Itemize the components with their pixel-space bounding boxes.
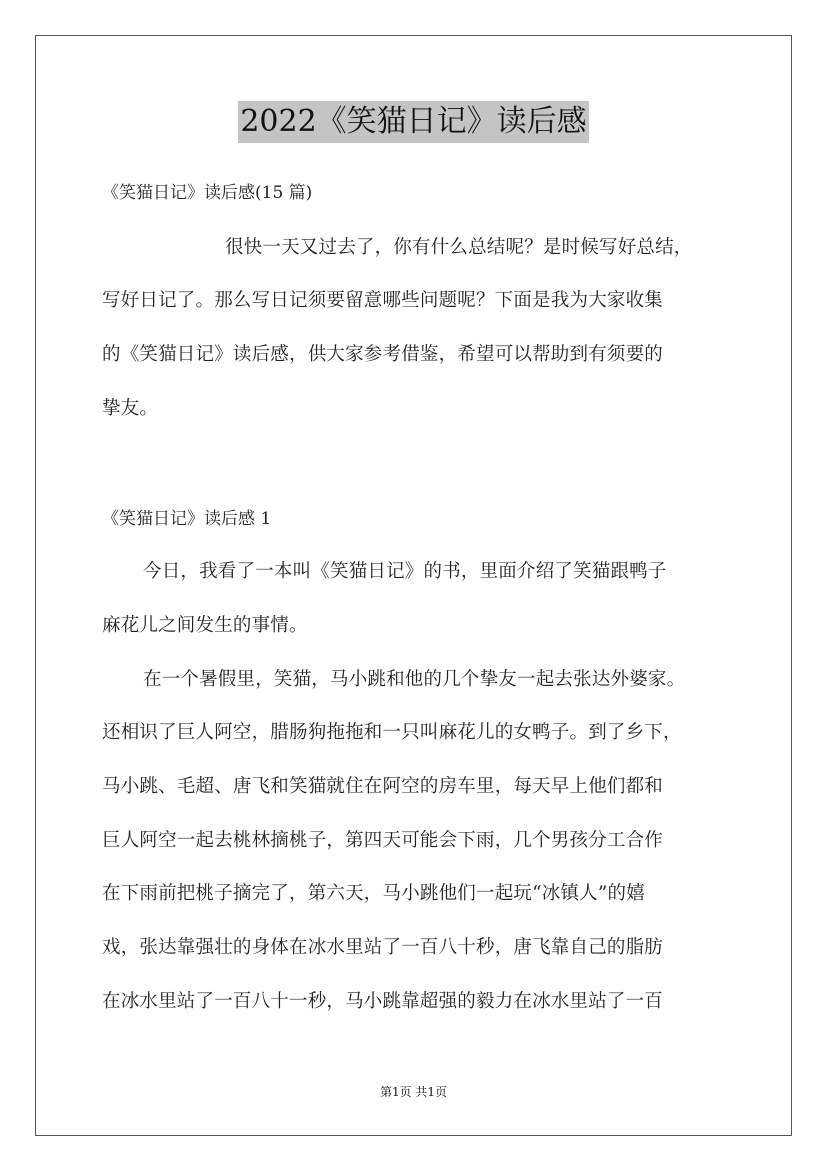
body-line: 还相识了巨人阿空，腊肠狗拖拖和一只叫麻花儿的女鸭子。到了乡下， <box>102 722 682 743</box>
body-line: 戏，张达靠强壮的身体在冰水里站了一百八十秒，唐飞靠自己的脂肪 <box>102 937 664 958</box>
body-line: 在冰水里站了一百八十一秒，马小跳靠超强的毅力在冰水里站了一百 <box>102 991 664 1012</box>
body-line: 今日，我看了一本叫《笑猫日记》的书，里面介绍了笑猫跟鸭子 <box>143 561 667 582</box>
intro-line: 的《笑猫日记》读后感，供大家参考借鉴，希望可以帮助到有须要的 <box>102 344 664 365</box>
intro-line: 很快一天又过去了，你有什么总结呢？是时候写好总结， <box>225 237 693 258</box>
document-title: 2022《笑猫日记》读后感 <box>238 101 588 143</box>
body-line: 麻花儿之间发生的事情。 <box>102 615 308 636</box>
document-subtitle: 《笑猫日记》读后感(15 篇) <box>102 183 313 203</box>
title-container <box>0 101 827 143</box>
body-line: 马小跳、毛超、唐飞和笑猫就住在阿空的房车里，每天早上他们都和 <box>102 776 664 797</box>
page-footer: 第1页 共1页 <box>379 1085 448 1099</box>
body-line: 在下雨前把桃子摘完了，第六天，马小跳他们一起玩“冰镇人”的嬉 <box>102 883 645 904</box>
body-line: 在一个暑假里，笑猫，马小跳和他的几个挚友一起去张达外婆家。 <box>143 669 686 690</box>
body-line: 巨人阿空一起去桃林摘桃子，第四天可能会下雨，几个男孩分工合作 <box>102 830 664 851</box>
section-heading: 《笑猫日记》读后感 1 <box>102 509 272 529</box>
intro-line: 写好日记了。那么写日记须要留意哪些问题呢？下面是我为大家收集 <box>102 290 664 311</box>
intro-line: 挚友。 <box>102 398 159 419</box>
